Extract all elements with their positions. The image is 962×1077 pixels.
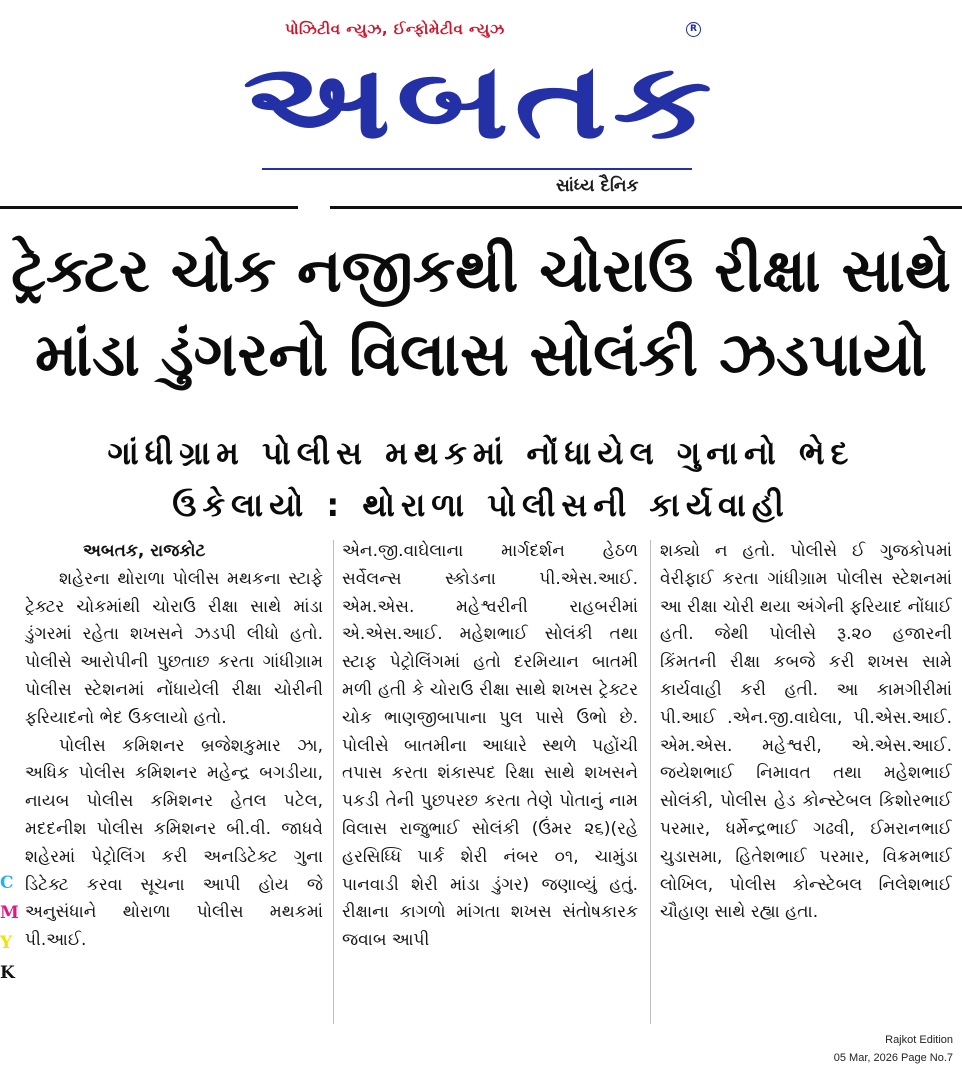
top-divider-right <box>330 206 962 209</box>
column-divider <box>333 540 334 1024</box>
article-column-3 <box>660 538 952 1024</box>
article-column-2 <box>342 538 638 1024</box>
masthead-subtitle: સાંધ્ય દૈનિક <box>556 176 639 196</box>
column-divider <box>650 540 651 1024</box>
article-paragraph: એન.જી.વાઘેલાના માર્ગદર્શન હેઠળ સર્વેલન્સ સ્કોડના પી.એસ.આઈ. એમ.એસ. મહેશ્વરીની રાહબરીમાં એ.એસ.આઈ. મહેશભાઈ સોલંકી તથા સ્ટાફ પેટ્રોલિંગમાં હતો દરમિયાન બાતમી મળી હતી કે ચોરાઉ રીક્ષા સાથે શખસ ટ્રેક્ટર ચોક ભાણજીબાપાના પુલ પાસે ઉભો છે. પોલીસે બાતમીના આધારે સ્થળે પહોંચી તપાસ કરતા શંકાસ્પદ રિક્ષા સાથે શખસને પકડી તેની પુછપરછ કરતા તેણે પોતાનું નામ વિલાસ રાજુભાઈ સોલંકી (ઉંમર ૨૬)(રહે હરસિધ્ધિ પાર્ક શેરી નંબર ૦૧, ચામુંડા પાનવાડી શેરી માંડા ડુંગર) જણાવ્યું હતું. રીક્ષાના કાગળો માંગતા શખસ સંતોષકારક જવાબ આપી <box>342 541 638 951</box>
magenta-mark: M <box>0 903 19 923</box>
edition-info <box>834 1031 953 1067</box>
dateline: અબતક, રાજકોટ <box>83 541 206 561</box>
article-paragraph: શહેરના થોરાળા પોલીસ મથકના સ્ટાફે ટ્રેક્ટર ચોકમાંથી ચોરાઉ રીક્ષા સાથે માંડા ડુંગરમાં રહેતા શખસને ઝડપી લીધો હતો. પોલીસે આરોપીની પુછતાછ કરતા ગાંધીગ્રામ પોલીસ સ્ટેશનમાં નોંધાયેલી રીક્ષા ચોરીની ફરિયાદનો ભેદ ઉકલાયો હતો. <box>25 568 323 728</box>
newspaper-logo: અબતક <box>242 40 718 162</box>
edition-date-page: 05 Mar, 2026 Page No.7 <box>833 1052 953 1064</box>
masthead <box>0 0 962 215</box>
cyan-mark: C <box>0 873 14 893</box>
headline-line-2: માંડા ડુંગરનો વિલાસ સોલંકી ઝડપાયો <box>35 320 927 390</box>
headline-line-1: ટ્રેક્ટર ચોક નજીકથી ચોરાઉ રીક્ષા સાથે <box>11 236 951 306</box>
article-paragraph: શક્યો ન હતો. પોલીસે ઈ ગુજકોપમાં વેરીફાઈ કરતા ગાંધીગ્રામ પોલીસ સ્ટેશનમાં આ રીક્ષા ચોરી થયા અંગેની ફરિયાદ નોંધાઈ હતી. જેથી પોલીસે રૂ.૨૦ હજારની કિંમતની રીક્ષા કબજે કરી શખસ સામે કાર્યવાહી કરી હતી. આ કામગીરીમાં પી.આઈ .એન.જી.વાઘેલા, પી.એસ.આઈ. એમ.એસ. મહેશ્વરી, એ.એસ.આઈ. જયેશભાઈ નિમાવત તથા મહેશભાઈ સોલંકી, પોલીસ હેડ કોન્સ્ટેબલ કિશોરભાઈ પરમાર, ધર્મેન્દ્રભાઈ ગઢવી, ઈમરાનભાઈ ચુડાસમા, હિતેશભાઈ પરમાર, વિક્રમભાઈ લોખિલ, પોલીસ કોન્સ્ટેબલ નિલેશભાઈ ચૌહાણ સાથે રહ્યા હતા. <box>660 541 952 923</box>
subheadline-line-2: ઉકેલાયો : થોરાળા પોલીસની કાર્યવાહી <box>172 486 790 524</box>
logo-underline <box>262 168 692 170</box>
masthead-tagline: પોઝિટીવ ન્યુઝ, ઈન્ફોમેટીવ ન્યુઝ <box>285 20 505 38</box>
print-registration-marks <box>0 868 19 988</box>
article-paragraph: પોલીસ કમિશનર બ્રજેશકુમાર ઝા, અધિક પોલીસ કમિશનર મહેન્દ્ર બગડીયા, નાયબ પોલીસ કમિશનર હેતલ પટેલ, મદદનીશ પોલીસ કમિશનર બી.વી. જાધવે શહેરમાં પેટ્રોલિંગ કરી અનડિટેક્ટ ગુના ડિટેક્ટ કરવા સૂચના આપી હોય જે અનુસંધાને થોરાળા પોલીસ મથકમાં પી.આઈ. <box>25 735 323 951</box>
top-divider-left <box>0 206 298 209</box>
yellow-mark: Y <box>0 933 13 953</box>
registered-trademark-icon: R <box>686 22 701 37</box>
black-mark: K <box>0 963 15 983</box>
edition-name: Rajkot Edition <box>885 1034 953 1046</box>
article-column-1 <box>25 538 323 1024</box>
subheadline-line-1: ગાંધીગ્રામ પોલીસ મથકમાં નોંધાયેલ ગુનાનો ભેદ <box>107 434 855 472</box>
